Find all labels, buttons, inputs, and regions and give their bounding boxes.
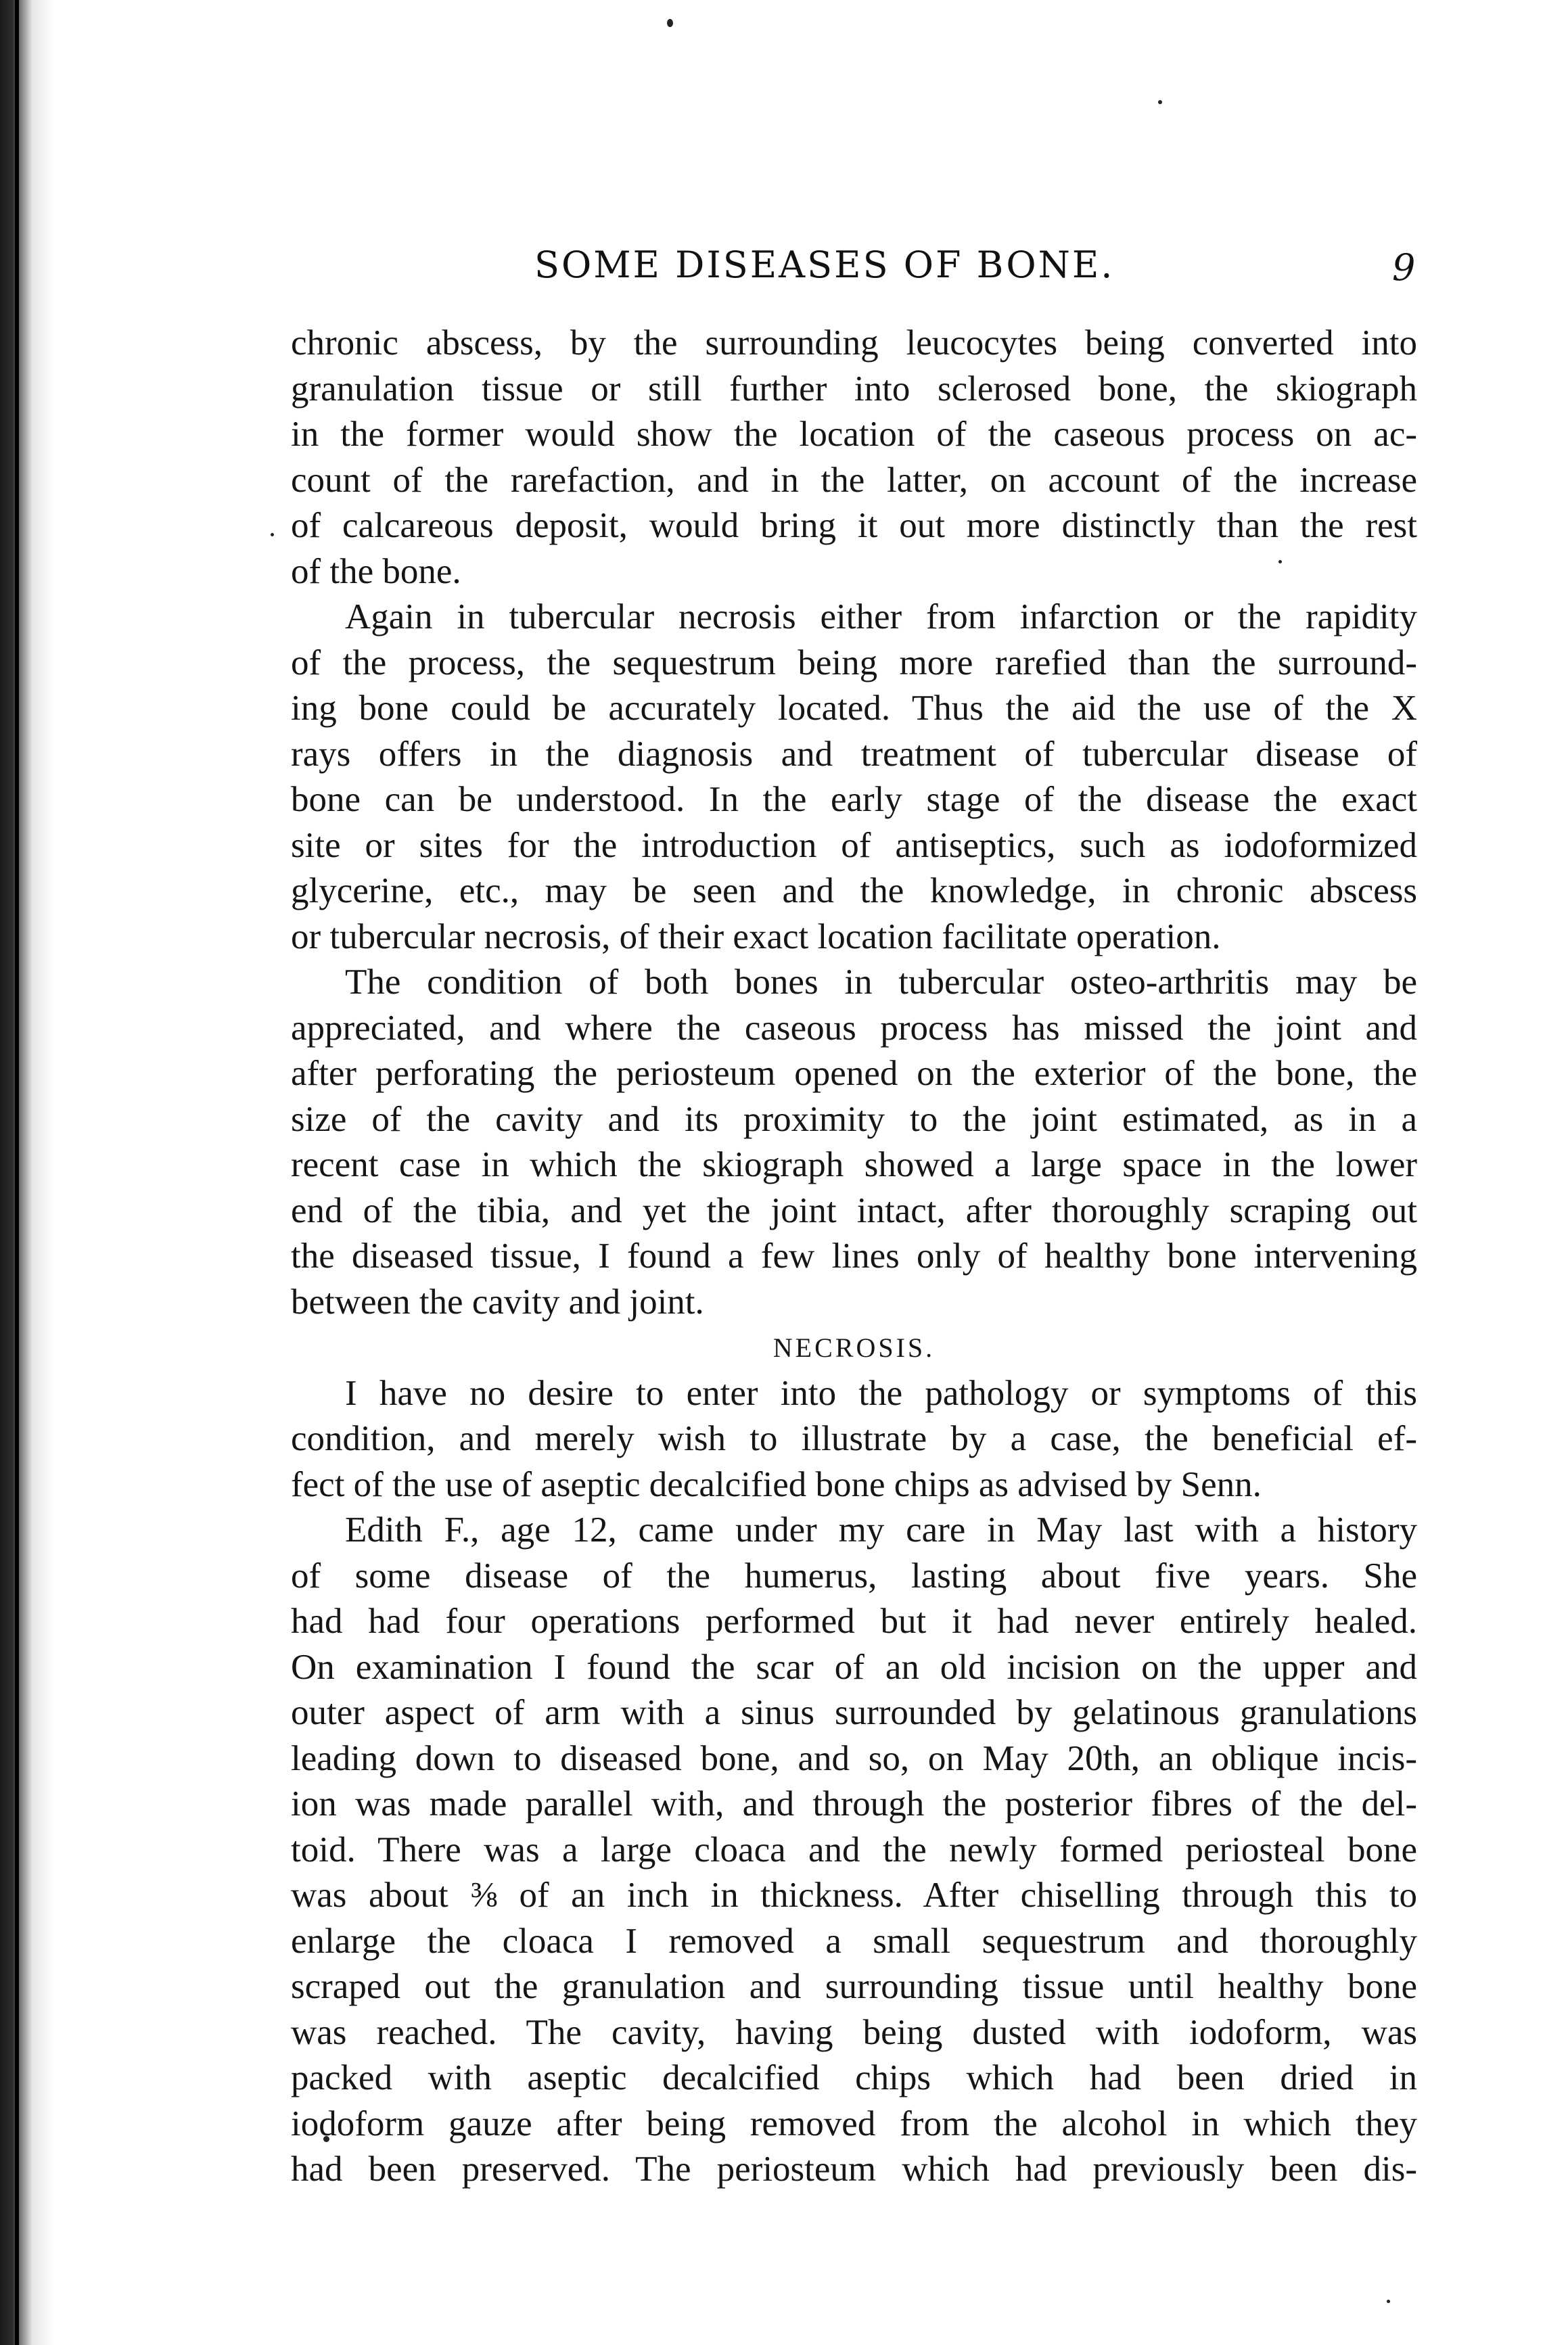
text-line: Again in tubercular necrosis either from infarction or the rapidity — [345, 597, 1417, 636]
text-line: enlarge the cloaca I removed a small sequestrum and thoroughly — [291, 1921, 1417, 1961]
text-line: the diseased tissue, I found a few lines only of healthy bone intervening — [291, 1236, 1417, 1276]
text-line: count of the rarefaction, and in the latter, on account of the increase — [291, 460, 1417, 500]
text-line: site or sites for the introduction of antiseptics, such as iodoformized — [291, 825, 1417, 865]
scan-speck — [271, 533, 274, 536]
text-line: appreciated, and where the caseous process has missed the joint and — [291, 1008, 1417, 1048]
text-line: packed with aseptic decalcified chips which had been dried in — [291, 2058, 1417, 2097]
text-line: of calcareous deposit, would bring it out more distinctly than the rest — [291, 506, 1417, 545]
scan-speck — [1387, 2300, 1390, 2303]
text-line: of the process, the sequestrum being more rarefied than the surround- — [291, 643, 1417, 682]
text-line: leading down to diseased bone, and so, on May 20th, an oblique incis- — [291, 1738, 1417, 1778]
text-line: recent case in which the skiograph showed a large space in the lower — [291, 1145, 1417, 1184]
text-line: rays offers in the diagnosis and treatment of tubercular disease of — [291, 734, 1417, 774]
text-line: Edith F., age 12, came under my care in May last with a history — [345, 1510, 1417, 1550]
text-line: of some disease of the humerus, lasting about five years. She — [291, 1556, 1417, 1596]
text-line: or tubercular necrosis, of their exact location facilitate operation. — [291, 916, 1221, 956]
text-line: had been preserved. The periosteum which had previously been dis- — [291, 2150, 1417, 2189]
text-line: The condition of both bones in tubercular osteo-arthritis may be — [345, 962, 1417, 1002]
text-line: in the former would show the location of the caseous process on ac- — [291, 415, 1417, 454]
page-number: 9 — [1392, 246, 1416, 289]
text-line: glycerine, etc., may be seen and the knowledge, in chronic abscess — [291, 871, 1417, 910]
text-line: bone can be understood. In the early stage of the disease the exact — [291, 780, 1417, 819]
text-line: was about ⅜ of an inch in thickness. After chiselling through this to — [291, 1876, 1417, 1915]
book-binding-edge — [0, 0, 54, 2345]
text-line: ion was made parallel with, and through the posterior fibres of the del- — [291, 1784, 1417, 1824]
running-title: SOME DISEASES OF BONE. — [534, 243, 1115, 286]
text-line: iodoform gauze after being removed from the alcohol in which they — [291, 2104, 1417, 2143]
text-line: ing bone could be accurately located. Thus the aid the use of the X — [291, 689, 1417, 728]
text-line: toid. There was a large cloaca and the newly formed periosteal bone — [291, 1830, 1417, 1870]
text-line: between the cavity and joint. — [291, 1282, 704, 1322]
text-line: after perforating the periosteum opened on the exterior of the bone, the — [291, 1054, 1417, 1093]
scan-speck — [667, 19, 673, 27]
text-line: outer aspect of arm with a sinus surrounded by gelatinous granulations — [291, 1693, 1417, 1732]
text-line: On examination I found the scar of an old incision on the upper and — [291, 1647, 1417, 1687]
text-line: fect of the use of aseptic decalcified bone chips as advised by Senn. — [291, 1464, 1262, 1504]
text-line: granulation tissue or still further into sclerosed bone, the skiograph — [291, 369, 1417, 409]
text-line: end of the tibia, and yet the joint intact, after thoroughly scraping out — [291, 1190, 1417, 1230]
text-line: had had four operations performed but it had never entirely healed. — [291, 1602, 1417, 1641]
text-line: chronic abscess, by the surrounding leucocytes being converted into — [291, 323, 1417, 363]
text-line: I have no desire to enter into the pathology or symptoms of this — [345, 1373, 1417, 1413]
running-head — [0, 243, 1568, 298]
text-line: scraped out the granulation and surrounding tissue until healthy bone — [291, 1967, 1417, 2006]
text-line: size of the cavity and its proximity to the joint estimated, as in a — [291, 1099, 1417, 1139]
text-line: condition, and merely wish to illustrate by a case, the beneficial ef- — [291, 1419, 1417, 1458]
body-text — [291, 321, 1417, 2193]
text-line: was reached. The cavity, having being dusted with iodoform, was — [291, 2012, 1417, 2052]
scan-speck — [1158, 100, 1162, 104]
section-heading: NECROSIS. — [773, 1332, 936, 1363]
text-line: of the bone. — [291, 551, 461, 591]
